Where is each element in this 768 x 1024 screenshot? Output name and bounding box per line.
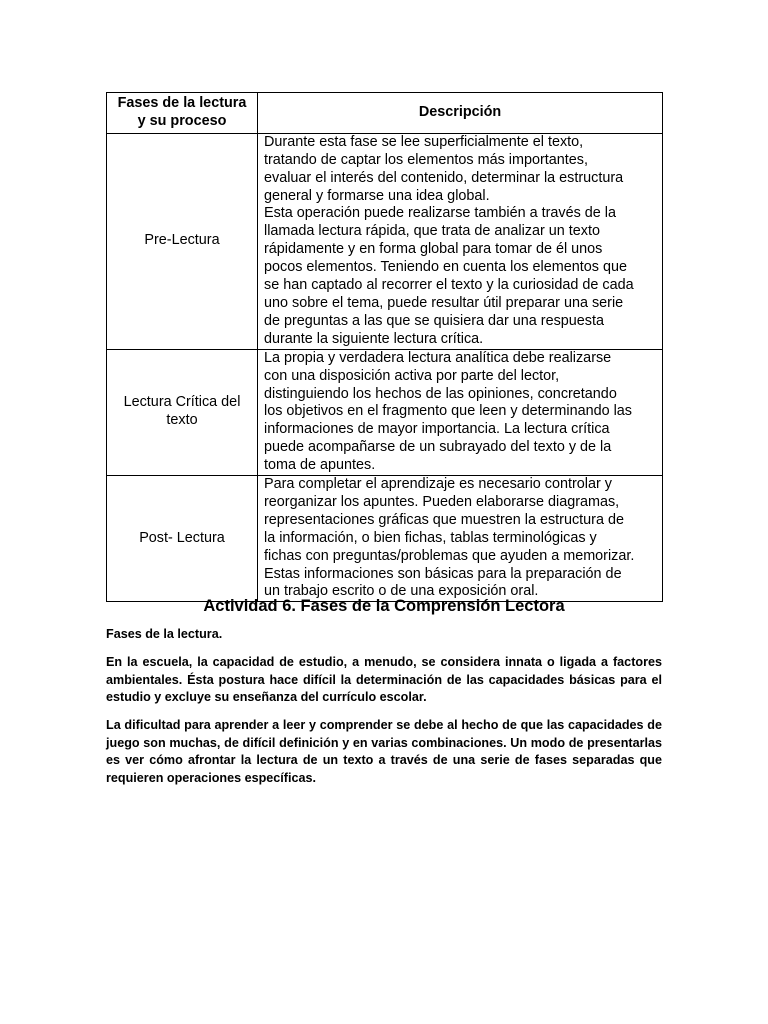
description-cell: Durante esta fase se lee superficialmente el texto, tratando de captar los elementos más importantes, evaluar el interés del contenido, determinar la estructura general y formarse una idea global. Esta operación puede realizarse también a través de la llamada lectura rápida, que trata de analizar un texto rápidamente y en forma global para tomar de él unos pocos elementos. Teniendo en cuenta los elementos que se han captado al recorrer el texto y la curiosidad de cada uno sobre el tema, puede resultar útil preparar una serie de preguntas a las que se quisiera dar una respuesta durante la siguiente lectura crítica. <box>258 133 663 349</box>
header-phase-label: Fases de la lectura y su proceso <box>117 95 247 129</box>
paragraph: La dificultad para aprender a leer y comprender se debe al hecho de que las capacidades de juego son muchas, de difícil definición y en varias combinaciones. Un modo de presentarlas es ver cómo afrontar la lectura de un texto a través de una serie de fases separadas que requieren operaciones específicas. <box>106 718 662 785</box>
table-row <box>107 133 663 349</box>
table-header-row <box>107 93 663 134</box>
header-description-label: Descripción <box>418 103 502 120</box>
phase-cell <box>107 349 258 475</box>
phase-name: Lectura Crítica del texto <box>123 394 241 429</box>
phase-name: Post- Lectura <box>139 529 225 546</box>
description-cell: Para completar el aprendizaje es necesario controlar y reorganizar los apuntes. Pueden elaborarse diagramas, representaciones gráficas que muestren la estructura de la información, o bien fichas, tablas terminológicas y fichas con preguntas/problemas que ayuden a memorizar. Estas informaciones son básicas para la preparación de un trabajo escrito o de una exposición oral. <box>258 476 663 602</box>
activity-title: Actividad 6. Fases de la Comprensión Lectora <box>203 597 565 615</box>
table-row <box>107 476 663 602</box>
phase-name: Pre-Lectura <box>144 232 220 249</box>
phase-cell <box>107 476 258 602</box>
table-row <box>107 349 663 475</box>
phase-cell <box>107 133 258 349</box>
section-subheading: Fases de la lectura. <box>106 627 223 641</box>
description-cell: La propia y verdadera lectura analítica debe realizarse con una disposición activa por parte del lector, distinguiendo los hechos de las opiniones, concretando los objetivos en el fragmento que leen y determinando las informaciones de mayor importancia. La lectura crítica puede acompañarse de un subrayado del texto y de la toma de apuntes. <box>258 349 663 475</box>
table-body <box>107 133 663 602</box>
paragraph: En la escuela, la capacidad de estudio, a menudo, se considera innata o ligada a factores ambientales. Ésta postura hace difícil la determinación de las capacidades básicas para el estudio y excluye su enseñanza del currículo escolar. <box>106 655 662 704</box>
phases-table <box>106 92 663 602</box>
table-header <box>107 93 663 134</box>
header-description-cell <box>258 93 663 134</box>
header-phase-cell <box>107 93 258 134</box>
